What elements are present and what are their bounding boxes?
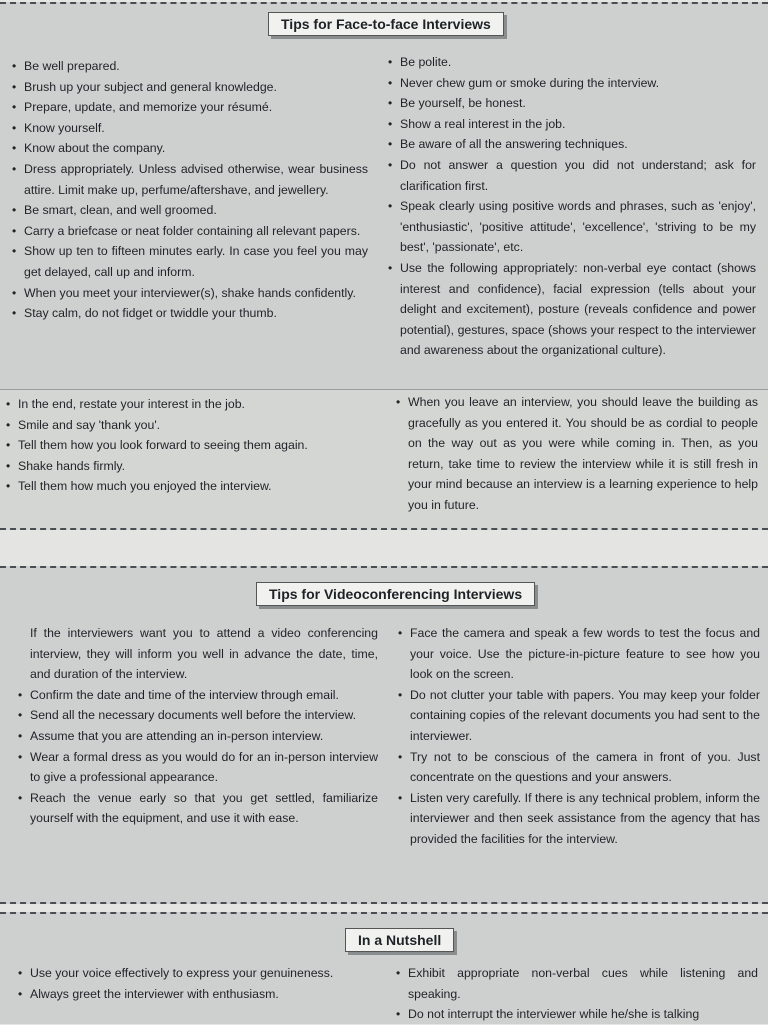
list-item: • Be smart, clean, and well groomed. [12, 200, 368, 221]
list-item: • Always greet the interviewer with enthusiasm. [18, 984, 374, 1005]
list-item: • When you meet your interviewer(s), shake hands confidently. [12, 283, 368, 304]
list-item: • Tell them how much you enjoyed the interview. [6, 476, 376, 497]
videoconferencing-right-list [398, 623, 760, 850]
list-item: • Reach the venue early so that you get settled, familiarize yourself with the equipment, and use it with ease. [18, 788, 378, 829]
face-to-face-right-column [388, 52, 756, 361]
list-item: • Confirm the date and time of the interview through email. [18, 685, 378, 706]
list-item: • Know about the company. [12, 138, 368, 159]
list-item: • Carry a briefcase or neat folder containing all relevant papers. [12, 221, 368, 242]
list-item: • Assume that you are attending an in-person interview. [18, 726, 378, 747]
face-to-face-left-list [12, 56, 368, 324]
face-to-face-end-left-list [6, 394, 376, 497]
face-to-face-title: Tips for Face-to-face Interviews [268, 12, 504, 36]
list-item: • Do not answer a question you did not understand; ask for clarification first. [388, 155, 756, 196]
list-item: • Prepare, update, and memorize your résumé. [12, 97, 368, 118]
face-to-face-left-column [12, 56, 368, 324]
list-item: • Do not clutter your table with papers. You may keep your folder containing copies of the relevant documents you had sent to the interviewer. [398, 685, 760, 747]
list-item: • Be aware of all the answering techniques. [388, 134, 756, 155]
list-item: • Try not to be conscious of the camera in front of you. Just concentrate on the questions and your answers. [398, 747, 760, 788]
list-item: • Never chew gum or smoke during the interview. [388, 73, 756, 94]
nutshell-right-column [396, 963, 758, 1025]
list-item: • Exhibit appropriate non-verbal cues while listening and speaking. [396, 963, 758, 1004]
list-item: • Listen very carefully. If there is any technical problem, inform the interviewer and then seek assistance from the agency that has provided the facilities for the interview. [398, 788, 760, 850]
list-item: • Use the following appropriately: non-verbal eye contact (shows interest and confidence), facial expression (tells about your delight and excitement), posture (reveals confidence and power potential), gestures, space (shows your respect to the interviewer and awareness about the organizational culture). [388, 258, 756, 361]
list-item: • Show a real interest in the job. [388, 114, 756, 135]
videoconferencing-right-column [398, 623, 760, 850]
nutshell-title: In a Nutshell [345, 928, 454, 952]
nutshell-left-list [18, 963, 374, 1004]
list-item: • Do not interrupt the interviewer while he/she is talking [396, 1004, 758, 1025]
list-item: • Show up ten to fifteen minutes early. In case you feel you may get delayed, call up and inform. [12, 241, 368, 282]
list-item: • Wear a formal dress as you would do for an in-person interview to give a professional appearance. [18, 747, 378, 788]
videoconferencing-intro: If the interviewers want you to attend a video conferencing interview, they will inform you well in advance the date, time, and duration of the interview. [30, 626, 378, 682]
list-item: • In the end, restate your interest in the job. [6, 394, 376, 415]
videoconferencing-left-list [18, 685, 378, 829]
face-to-face-end-right-column [396, 392, 758, 516]
list-item: • When you leave an interview, you should leave the building as gracefully as you entered it. You should be as cordial to people on the way out as you were while coming in. Then, as you return, take time to review the interview while it is still fresh in your mind because an interview is a learning experience to help you in future. [396, 392, 758, 516]
list-item: • Face the camera and speak a few words to test the focus and your voice. Use the picture-in-picture feature to see how you look on the screen. [398, 623, 760, 685]
face-to-face-end-left-column [6, 394, 376, 497]
list-item: • Shake hands firmly. [6, 456, 376, 477]
list-item: • Be well prepared. [12, 56, 368, 77]
list-item: • Brush up your subject and general knowledge. [12, 77, 368, 98]
list-item: • Be yourself, be honest. [388, 93, 756, 114]
section-divider [0, 389, 768, 390]
list-item: • Tell them how you look forward to seeing them again. [6, 435, 376, 456]
list-item: • Be polite. [388, 52, 756, 73]
list-item: • Smile and say 'thank you'. [6, 415, 376, 436]
face-to-face-end-right-list [396, 392, 758, 516]
list-item: • Stay calm, do not fidget or twiddle your thumb. [12, 303, 368, 324]
nutshell-right-list [396, 963, 758, 1025]
list-item: • Send all the necessary documents well before the interview. [18, 705, 378, 726]
list-item: • Dress appropriately. Unless advised otherwise, wear business attire. Limit make up, perfume/aftershave, and jewellery. [12, 159, 368, 200]
face-to-face-right-list [388, 52, 756, 361]
list-item: • Know yourself. [12, 118, 368, 139]
nutshell-left-column [18, 963, 374, 1004]
videoconferencing-title: Tips for Videoconferencing Interviews [256, 582, 535, 606]
videoconferencing-left-column [18, 623, 378, 829]
list-item: • Speak clearly using positive words and phrases, such as 'enjoy', 'enthusiastic', 'positive attitude', 'excellence', 'striving to be my best', 'passionate', etc. [388, 196, 756, 258]
list-item: • Use your voice effectively to express your genuineness. [18, 963, 374, 984]
